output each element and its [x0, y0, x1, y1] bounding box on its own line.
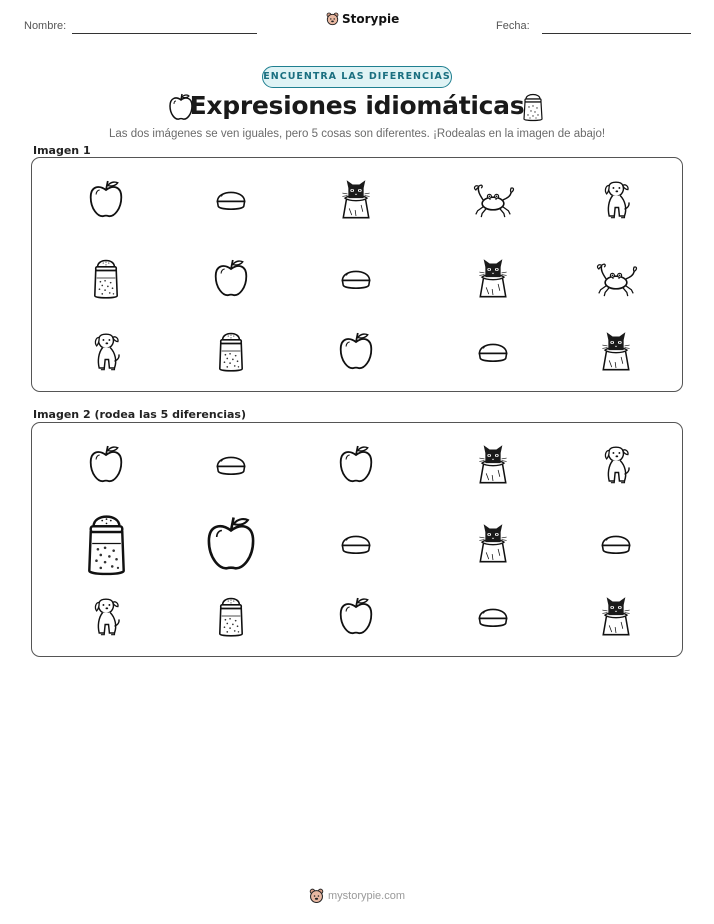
bun-icon[interactable]	[477, 337, 509, 365]
cat-in-bag-icon[interactable]	[599, 328, 633, 374]
cat-in-bag-icon[interactable]	[599, 593, 633, 639]
crab-icon[interactable]	[470, 180, 516, 218]
salt-shaker-icon	[522, 91, 544, 128]
footer	[309, 888, 405, 904]
cat-in-bag-icon[interactable]	[476, 255, 510, 301]
apple-icon[interactable]	[338, 595, 374, 637]
bear-mascot-icon	[309, 888, 324, 904]
image-2-panel[interactable]	[31, 422, 683, 657]
dog-icon[interactable]	[599, 443, 633, 485]
apple-icon[interactable]	[338, 330, 374, 372]
salt-shaker-icon[interactable]	[85, 508, 128, 579]
brand-name: Storypie	[342, 12, 400, 26]
instructions: Las dos imágenes se ven iguales, pero 5 cosas son diferentes. ¡Rodealas en la imagen de abajo!	[108, 128, 606, 140]
salt-shaker-icon[interactable]	[217, 328, 245, 374]
cat-in-bag-icon[interactable]	[339, 176, 373, 222]
bear-mascot-icon	[326, 12, 339, 26]
activity-badge: ENCUENTRA LAS DIFERENCIAS	[262, 66, 452, 88]
cat-in-bag-icon[interactable]	[476, 441, 510, 487]
name-label: Nombre:	[24, 20, 67, 32]
apple-icon[interactable]	[338, 443, 374, 485]
bun-icon[interactable]	[600, 529, 632, 557]
brand-logo	[326, 12, 399, 26]
apple-icon[interactable]	[88, 178, 124, 220]
bun-icon[interactable]	[340, 529, 372, 557]
dog-icon[interactable]	[89, 595, 123, 637]
bun-icon[interactable]	[477, 602, 509, 630]
image-1-label: Imagen 1	[33, 144, 91, 157]
salt-shaker-icon[interactable]	[92, 255, 120, 301]
page-title: Expresiones idiomáticas	[189, 91, 525, 120]
apple-icon[interactable]	[205, 513, 257, 574]
footer-url: mystorypie.com	[328, 890, 406, 902]
name-field[interactable]	[72, 33, 257, 34]
image-1-panel[interactable]	[31, 157, 683, 392]
dog-icon[interactable]	[89, 330, 123, 372]
salt-shaker-icon[interactable]	[217, 593, 245, 639]
date-label: Fecha:	[496, 20, 530, 32]
apple-icon[interactable]	[88, 443, 124, 485]
apple-icon[interactable]	[213, 257, 249, 299]
bun-icon[interactable]	[340, 264, 372, 292]
dog-icon[interactable]	[599, 178, 633, 220]
date-field[interactable]	[542, 33, 691, 34]
crab-icon[interactable]	[593, 259, 639, 297]
bun-icon[interactable]	[215, 450, 247, 478]
bun-icon[interactable]	[215, 185, 247, 213]
image-2-label: Imagen 2 (rodea las 5 diferencias)	[33, 408, 247, 421]
cat-in-bag-icon[interactable]	[476, 520, 510, 566]
